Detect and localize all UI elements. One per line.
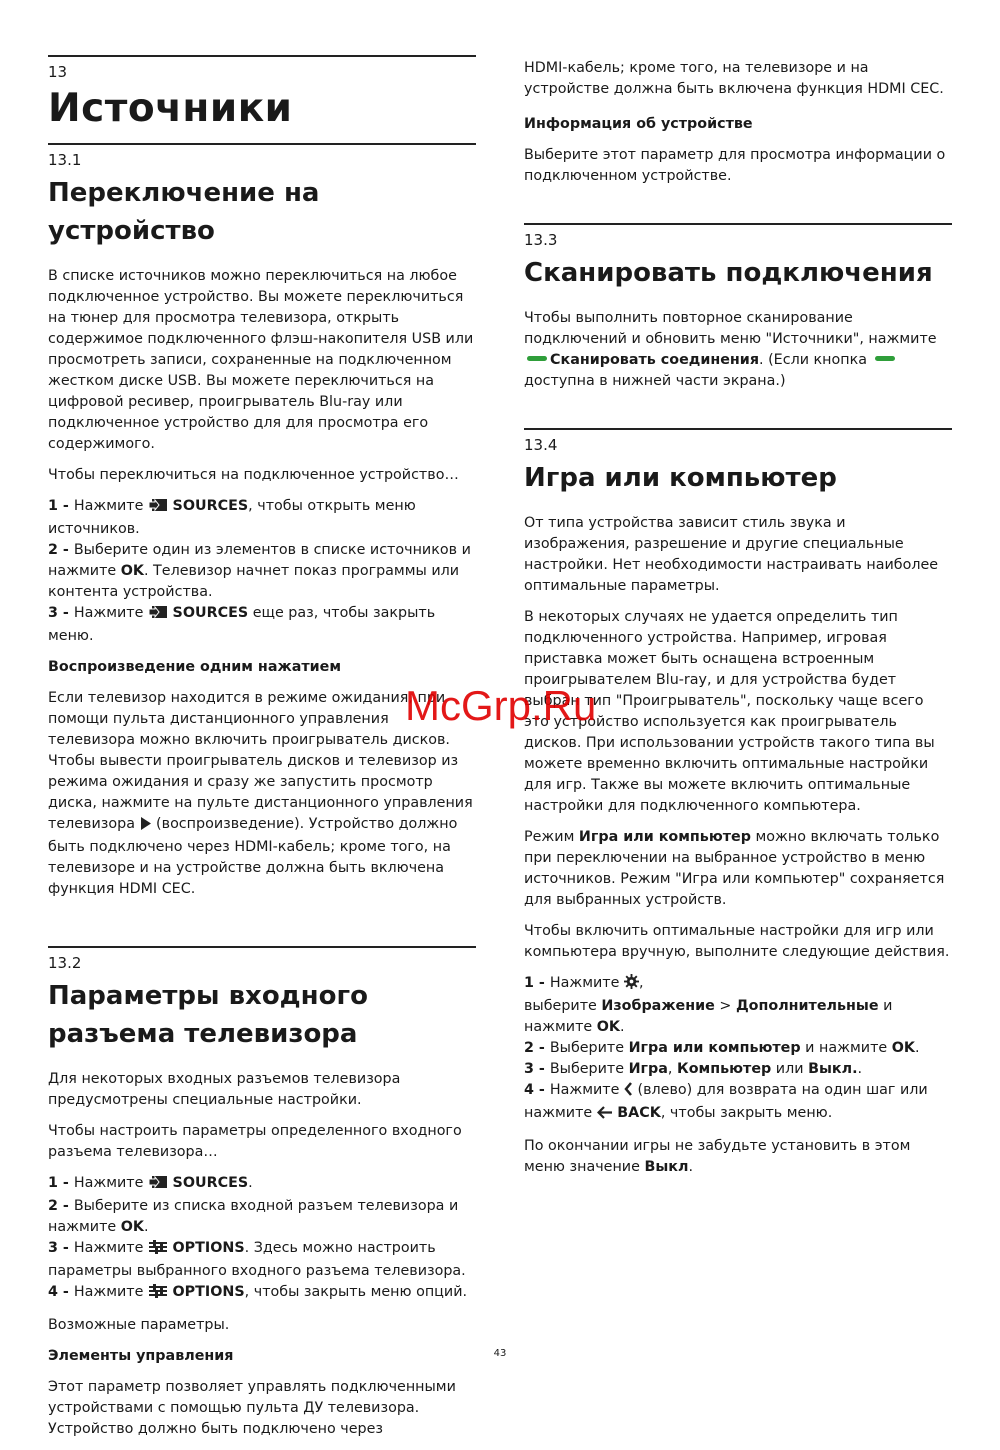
sources-icon (148, 1175, 168, 1196)
s13-1-paragraph-2: Чтобы переключиться на подключенное устройство… (48, 467, 459, 483)
section-13-1-rule (48, 143, 476, 145)
right-column (524, 0, 952, 1188)
section-13-2-number: 13.2 (48, 954, 82, 972)
section-13-3-number: 13.3 (524, 231, 558, 249)
s13-1-paragraph-1: В списке источников можно переключиться на любое подключенное устройство. Вы можете переключиться на тюнер для просмотра телевизора, открыть содержимое подключенного флэш-накопителя USB или просмотреть записи, сохраненные на подключенном жестком диске USB. Вы можете переключиться на цифровой ресивер, проигрыватель Blu-ray или подключенное устройство для для просмотра его содержимого. (48, 268, 474, 452)
s13-1-step-3: 3 - Нажмите SOURCES еще раз, чтобы закрыть меню. (48, 605, 436, 644)
s13-3-paragraph-1: Чтобы выполнить повторное сканирование подключений и обновить меню "Источники", нажмите Сканировать соединения. (Если кнопка доступна в нижней части экрана.) (524, 310, 937, 389)
s13-4-paragraph-3: Режим Игра или компьютер можно включать только при переключении на выбранное устройство в меню источников. Режим "Игра или компьютер" сохраняется для выбранных устройств. (524, 829, 945, 908)
s13-4-paragraph-2: В некоторых случаях не удается определить тип подключенного устройства. Например, игровая приставка может быть оснащена встроенным проигрывателем Blu-ray, и для устройства будет выбран тип "Проигрыватель", поскольку чаще всего это устройство используется как проигрыватель дисков. При использовании устройств такого типа вы можете временно включить оптимальные настройки для игр. Также вы можете включить оптимальные настройки для подключенного компьютера. (524, 609, 935, 814)
section-13-3-rule (524, 223, 952, 225)
page-number: 43 (493, 1348, 507, 1359)
watermark: McGrp.Ru (405, 682, 597, 729)
section-13-4-number: 13.4 (524, 436, 558, 454)
green-key-icon (875, 356, 895, 361)
s13-2-step-3: 3 - Нажмите OPTIONS. Здесь можно настроить параметры выбранного входного разъема телевизора. (48, 1240, 466, 1279)
s13-2-step-1: 1 - Нажмите SOURCES. (48, 1173, 476, 1196)
chapter-rule (48, 55, 476, 57)
sources-icon (148, 498, 168, 519)
s13-1-paragraph-3: Если телевизор находится в режиме ожидания, при помощи пульта дистанционного управления телевизора можно включить проигрыватель дисков. (48, 690, 450, 748)
section-13-2-title: Параметры входного разъема телевизора (48, 981, 368, 1049)
s13-2-paragraph-1: Для некоторых входных разъемов телевизора предусмотрены специальные настройки. (48, 1071, 401, 1108)
options-icon (148, 1284, 168, 1305)
sources-icon (148, 605, 168, 626)
s13-2-paragraph-2: Чтобы настроить параметры определенного входного разъема телевизора… (48, 1123, 462, 1160)
play-icon (140, 816, 152, 837)
s13-2-step-2: 2 - Выберите из списка входной разъем телевизора и нажмите OK. (48, 1198, 459, 1235)
section-13-2-rule (48, 946, 476, 948)
gear-icon (624, 974, 639, 996)
s13-1-step-1: 1 - Нажмите SOURCES, чтобы открыть меню источников. (48, 498, 416, 537)
s13-1-subheading: Воспроизведение одним нажатием (48, 659, 342, 675)
s13-4-step-2: 2 - Выберите Игра или компьютер и нажмите OK. (524, 1040, 920, 1056)
options-icon (148, 1240, 168, 1261)
s13-4-paragraph-4: Чтобы включить оптимальные настройки для игр или компьютера вручную, выполните следующие действия. (524, 923, 950, 960)
s13-2-subheading-device-info: Информация об устройстве (524, 116, 753, 132)
s13-4-step-3: 3 - Выберите Игра, Компьютер или Выкл.. (524, 1061, 863, 1077)
chevron-left-icon (624, 1082, 633, 1103)
section-13-3-title: Сканировать подключения (524, 258, 933, 288)
s13-2-controls-text-continued: HDMI-кабель; кроме того, на телевизоре и на устройстве должна быть включена функция HDMI CEC. (524, 60, 944, 97)
s13-2-paragraph-3: Возможные параметры. (48, 1317, 230, 1333)
chapter-number: 13 (48, 63, 68, 81)
s13-2-subheading-controls: Элементы управления (48, 1348, 234, 1364)
section-13-1-title: Переключение на устройство (48, 178, 320, 246)
s13-2-step-4: 4 - Нажмите OPTIONS, чтобы закрыть меню опций. (48, 1282, 476, 1305)
s13-4-step-1: 1 - Нажмите , выберите Изображение > Дополнительные и нажмите OK. (524, 975, 893, 1035)
s13-4-step-4: 4 - Нажмите (влево) для возврата на один шаг или нажмите BACK, чтобы закрыть меню. (524, 1080, 952, 1126)
s13-4-paragraph-5: По окончании игры не забудьте установить в этом меню значение Выкл. (524, 1138, 911, 1175)
green-key-icon (527, 356, 547, 361)
back-arrow-icon (597, 1105, 613, 1126)
s13-2-device-info-text: Выберите этот параметр для просмотра информации о подключенном устройстве. (524, 147, 946, 184)
section-13-4-rule (524, 428, 952, 430)
s13-4-paragraph-1: От типа устройства зависит стиль звука и изображения, разрешение и другие специальные настройки. Нет необходимости настраивать наиболее оптимальные параметры. (524, 515, 939, 594)
s13-1-paragraph-4: Чтобы вывести проигрыватель дисков и телевизор из режима ожидания и сразу же запустить просмотр диска, нажмите на пульте дистанционного управления телевизора (воспроизведение). Устройство должно быть подключено через HDMI-кабель; кроме того, на телевизоре и на устройстве должна быть включена функция HDMI CEC. (48, 753, 473, 897)
chapter-title: Источники (48, 86, 293, 131)
section-13-4-title: Игра или компьютер (524, 463, 837, 493)
section-13-1-number: 13.1 (48, 151, 82, 169)
s13-2-controls-text: Этот параметр позволяет управлять подключенными устройствами с помощью пульта ДУ телевизора. Устройство должно быть подключено через (48, 1379, 456, 1437)
s13-1-step-2: 2 - Выберите один из элементов в списке источников и нажмите OK. Телевизор начнет показ программы или контента устройства. (48, 542, 471, 600)
